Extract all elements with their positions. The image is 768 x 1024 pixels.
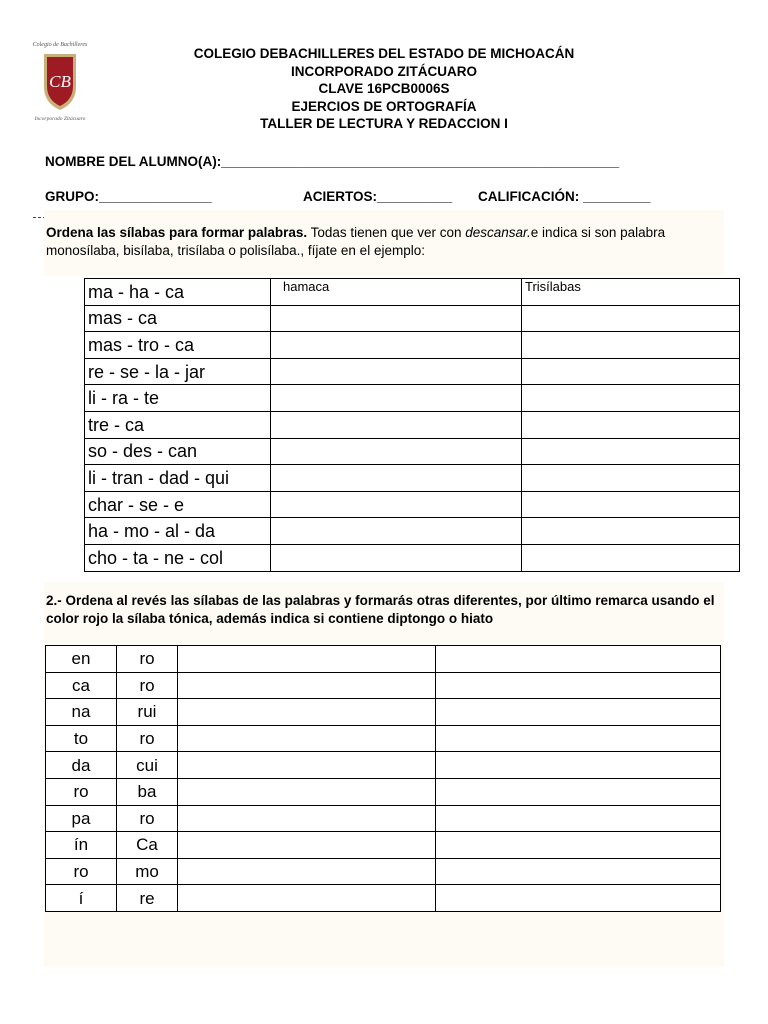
syllable-first-cell: pa <box>46 805 117 832</box>
diphthong-hiatus-answer-cell[interactable] <box>436 672 721 699</box>
word-answer-cell[interactable] <box>271 385 522 412</box>
syllable-first-cell: to <box>46 725 117 752</box>
header-line-5: TALLER DE LECTURA Y REDACCION I <box>260 116 508 131</box>
section2-instruction: 2.- Ordena al revés las sílabas de las palabras y formarás otras diferentes, por último remarca usando el color rojo la sílaba tónica, además indica si contiene diptongo o hiato <box>46 593 715 626</box>
type-answer-cell[interactable] <box>522 358 740 385</box>
new-word-answer-cell[interactable] <box>178 725 436 752</box>
school-logo <box>26 42 94 126</box>
syllables-cell: ha - mo - al - da <box>85 518 271 545</box>
syllable-first-cell: na <box>46 699 117 726</box>
logo-bottom-text: Incorporado Zitácuaro <box>34 116 86 122</box>
type-answer-cell[interactable] <box>522 332 740 359</box>
word-answer-cell[interactable] <box>271 332 522 359</box>
header-line-2: INCORPORADO ZITÁCUARO <box>291 63 477 79</box>
syllable-first-cell: en <box>46 646 117 673</box>
word-answer-cell[interactable] <box>271 518 522 545</box>
syllables-cell: mas - tro - ca <box>85 332 271 359</box>
table-row <box>46 699 721 726</box>
syllable-first-cell: ín <box>46 832 117 859</box>
table-row <box>85 544 740 571</box>
section1-instruction-text: Todas tienen que ver con <box>307 225 466 240</box>
new-word-answer-cell[interactable] <box>178 832 436 859</box>
header-line-4: EJERCIOS DE ORTOGRAFÍA <box>291 98 477 114</box>
new-word-answer-cell[interactable] <box>178 778 436 805</box>
table-row <box>85 305 740 332</box>
diphthong-hiatus-answer-cell[interactable] <box>436 725 721 752</box>
syllable-second-cell: ro <box>117 646 178 673</box>
group-field[interactable]: GRUPO:_______________ <box>45 189 212 204</box>
word-answer-cell[interactable] <box>271 491 522 518</box>
word-answer-cell[interactable] <box>271 465 522 492</box>
syllable-second-cell: rui <box>117 699 178 726</box>
table-row <box>46 805 721 832</box>
new-word-answer-cell[interactable] <box>178 858 436 885</box>
syllable-second-cell: ro <box>117 672 178 699</box>
type-answer-cell[interactable] <box>522 305 740 332</box>
new-word-answer-cell[interactable] <box>178 885 436 912</box>
table-row <box>85 438 740 465</box>
diphthong-hiatus-answer-cell[interactable] <box>436 832 721 859</box>
syllable-second-cell: cui <box>117 752 178 779</box>
diphthong-hiatus-answer-cell[interactable] <box>436 699 721 726</box>
word-answer-cell[interactable] <box>271 358 522 385</box>
syllable-first-cell: í <box>46 885 117 912</box>
reverse-syllables-table <box>45 645 721 912</box>
table-row <box>46 858 721 885</box>
section1-instruction-italic: descansar. <box>465 225 531 240</box>
diphthong-hiatus-answer-cell[interactable] <box>436 885 721 912</box>
type-answer-cell[interactable]: Trisílabas <box>522 279 740 306</box>
new-word-answer-cell[interactable] <box>178 672 436 699</box>
new-word-answer-cell[interactable] <box>178 646 436 673</box>
syllables-cell: li - tran - dad - qui <box>85 465 271 492</box>
table-row <box>85 518 740 545</box>
header-line-3: CLAVE 16PCB0006S <box>318 81 450 96</box>
syllables-cell: ma - ha - ca <box>85 279 271 306</box>
syllable-first-cell: ro <box>46 778 117 805</box>
table-row <box>85 358 740 385</box>
type-answer-cell[interactable] <box>522 544 740 571</box>
syllable-second-cell: re <box>117 885 178 912</box>
shield-icon <box>41 51 79 113</box>
type-answer-cell[interactable] <box>522 518 740 545</box>
syllable-second-cell: ba <box>117 778 178 805</box>
table-row <box>85 332 740 359</box>
syllable-second-cell: mo <box>117 858 178 885</box>
section1-instruction <box>46 224 716 259</box>
syllable-second-cell: ro <box>117 805 178 832</box>
syllable-first-cell: ca <box>46 672 117 699</box>
syllable-second-cell: Ca <box>117 832 178 859</box>
syllables-cell: so - des - can <box>85 438 271 465</box>
syllables-table <box>84 278 740 572</box>
syllable-first-cell: da <box>46 752 117 779</box>
student-name-field[interactable]: NOMBRE DEL ALUMNO(A):_____________________________________________________ <box>45 154 620 169</box>
logo-top-text: Colegio de Bachilleres <box>32 42 88 48</box>
type-answer-cell[interactable] <box>522 438 740 465</box>
logo-monogram: CB <box>49 72 71 91</box>
correct-answers-field[interactable]: ACIERTOS:__________ <box>303 189 453 204</box>
section1-instruction-text-2: e indica si son palabra monosílaba, bisílaba, trisílaba o polisílaba., fíjate en el ejemplo: <box>46 225 666 258</box>
table-row <box>85 465 740 492</box>
syllable-first-cell: ro <box>46 858 117 885</box>
syllable-second-cell: ro <box>117 725 178 752</box>
table-row <box>85 491 740 518</box>
table-row <box>46 832 721 859</box>
section1-instruction-bold: Ordena las sílabas para formar palabras. <box>46 225 308 240</box>
new-word-answer-cell[interactable] <box>178 805 436 832</box>
table-row <box>46 672 721 699</box>
word-answer-cell[interactable] <box>271 544 522 571</box>
diphthong-hiatus-answer-cell[interactable] <box>436 752 721 779</box>
table-row <box>46 725 721 752</box>
table-row <box>46 646 721 673</box>
syllables-cell: mas - ca <box>85 305 271 332</box>
new-word-answer-cell[interactable] <box>178 752 436 779</box>
new-word-answer-cell[interactable] <box>178 699 436 726</box>
diphthong-hiatus-answer-cell[interactable] <box>436 858 721 885</box>
grade-field[interactable]: CALIFICACIÓN: _________ <box>478 189 651 204</box>
table-row <box>85 279 740 306</box>
type-answer-cell[interactable] <box>522 465 740 492</box>
word-answer-cell[interactable] <box>271 438 522 465</box>
type-answer-cell[interactable] <box>522 411 740 438</box>
table-row <box>46 885 721 912</box>
word-answer-cell[interactable]: hamaca <box>271 279 522 306</box>
diphthong-hiatus-answer-cell[interactable] <box>436 805 721 832</box>
syllables-cell: li - ra - te <box>85 385 271 412</box>
table-row <box>85 385 740 412</box>
type-answer-cell[interactable] <box>522 491 740 518</box>
word-answer-cell[interactable] <box>271 305 522 332</box>
diphthong-hiatus-answer-cell[interactable] <box>436 778 721 805</box>
table-row <box>46 752 721 779</box>
syllables-cell: tre - ca <box>85 411 271 438</box>
word-answer-cell[interactable] <box>271 411 522 438</box>
header-line-1: COLEGIO DEBACHILLERES DEL ESTADO DE MICHOACÁN <box>193 46 575 61</box>
syllables-cell: cho - ta - ne - col <box>85 544 271 571</box>
document-header <box>100 45 668 133</box>
diphthong-hiatus-answer-cell[interactable] <box>436 646 721 673</box>
syllables-cell: char - se - e <box>85 491 271 518</box>
table-row <box>46 778 721 805</box>
table-row <box>85 411 740 438</box>
syllables-cell: re - se - la - jar <box>85 358 271 385</box>
type-answer-cell[interactable] <box>522 385 740 412</box>
